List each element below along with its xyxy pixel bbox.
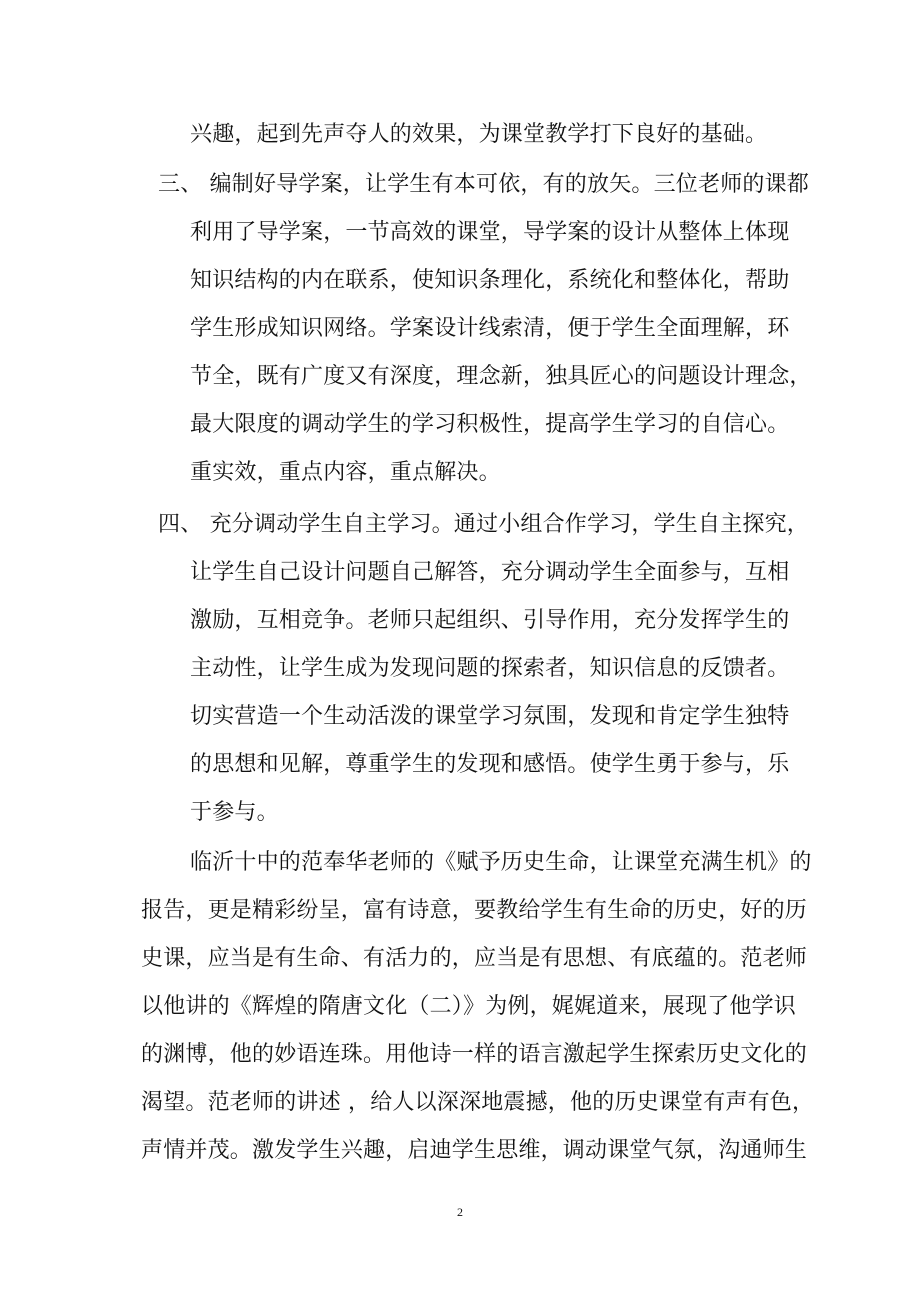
text-line: 主动性，让学生成为发现问题的探索者，知识信息的反馈者。 [190,656,790,681]
text-line: 以他讲的《辉煌的隋唐文化（二）》为例，娓娓道来，展现了他学识 [141,994,797,1019]
text-line: 激励，互相竞争。老师只起组织、引导作用，充分发挥学生的 [190,608,790,633]
text-line: 学生形成知识网络。学案设计线索清，便于学生全面理解，环 [190,316,790,341]
text-line: 兴趣，起到先声夺人的效果，为课堂教学打下良好的基础。 [190,122,768,147]
text-line: 的渊博，他的妙语连珠。用他诗一样的语言激起学生探索历史文化的 [141,1042,808,1067]
text-line: 于参与。 [190,800,279,825]
paragraph-start: 临沂十中的范奉华老师的《赋予历史生命，让课堂充满生机》的 [190,850,812,875]
section-heading-4: 四、 充分调动学生自主学习。通过小组合作学习，学生自主探究， [158,512,809,537]
text-line: 史课，应当是有生命、有活力的，应当是有思想、有底蕴的。范老师 [141,946,808,971]
section-heading-3: 三、 编制好导学案，让学生有本可依，有的放矢。三位老师的课都 [158,172,809,197]
text-line: 重实效，重点内容，重点解决。 [190,460,501,485]
text-line: 声情并茂。激发学生兴趣，启迪学生思维，调动课堂气氛，沟通师生 [141,1138,808,1163]
text-line: 让学生自己设计问题自己解答，充分调动学生全面参与，互相 [190,560,790,585]
text-line: 知识结构的内在联系，使知识条理化，系统化和整体化，帮助 [190,268,790,293]
text-line: 利用了导学案，一节高效的课堂，导学案的设计从整体上体现 [190,220,790,245]
page-number: 2 [457,1205,463,1219]
text-line: 渴望。范老师的讲述 ，给人以深深地震撼，他的历史课堂有声有色， [141,1090,815,1115]
text-line: 切实营造一个生动活泼的课堂学习氛围，发现和肯定学生独特 [190,704,790,729]
text-line: 的思想和见解，尊重学生的发现和感悟。使学生勇于参与，乐 [190,752,790,777]
text-line: 节全，既有广度又有深度，理念新，独具匠心的问题设计理念， [190,364,812,389]
text-line: 报告，更是精彩纷呈，富有诗意，要教给学生有生命的历史，好的历 [141,898,808,923]
text-line: 最大限度的调动学生的学习积极性，提高学生学习的自信心。 [190,412,790,437]
